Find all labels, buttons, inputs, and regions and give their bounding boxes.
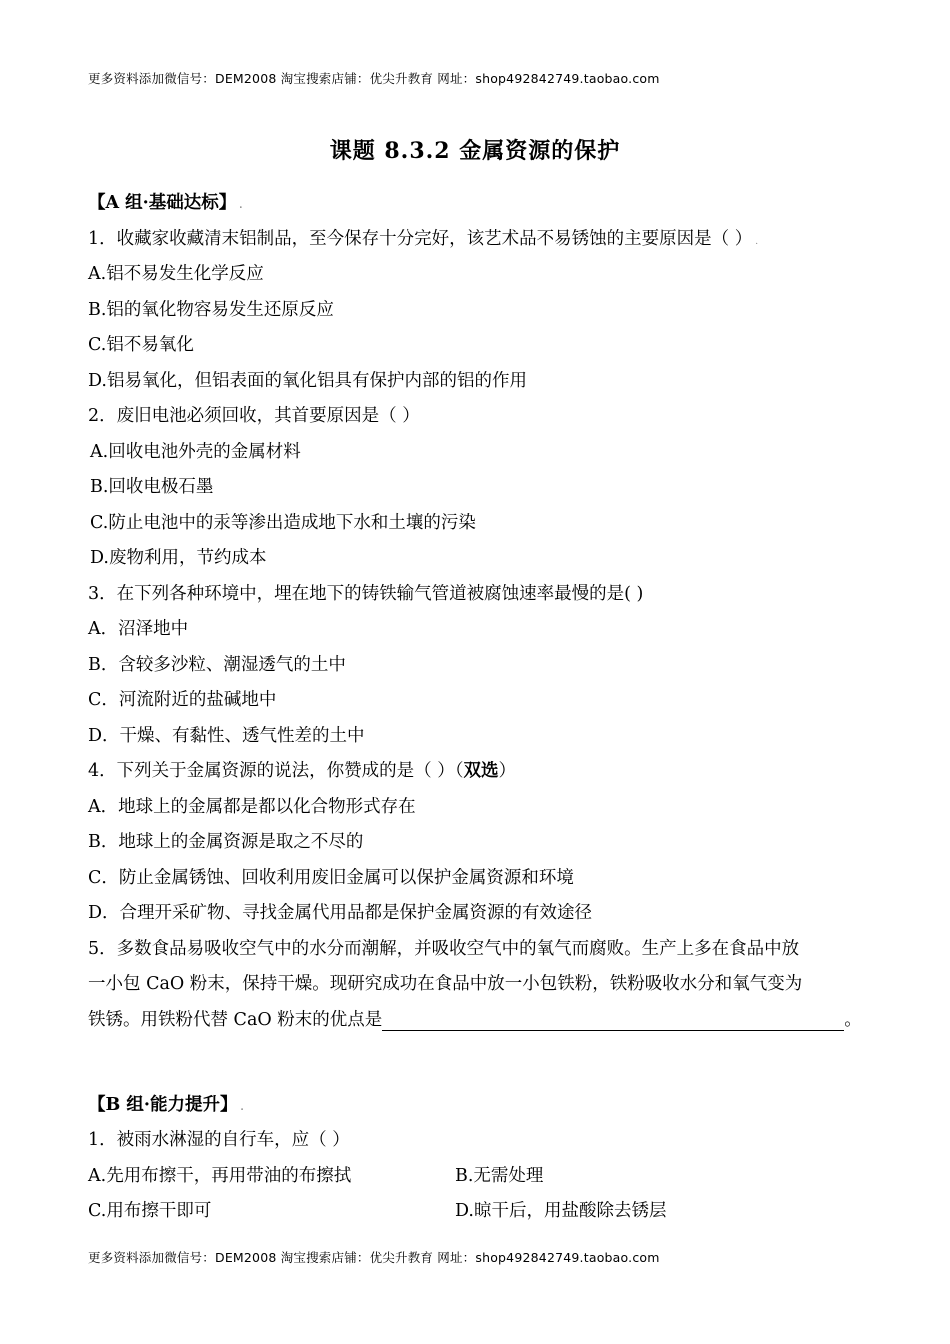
document-body — [88, 186, 878, 1230]
q5-line-1: 5．多数食品易吸收空气中的水分而潮解，并吸收空气中的氧气而腐败。生产上多在食品中放 — [88, 938, 800, 959]
q4-option-a: A．地球上的金属都是都以化合物形式存在 — [88, 796, 416, 817]
b1-option-a: A.先用布擦干，再用带油的布擦拭 — [88, 1165, 352, 1186]
q3-option-b: B．含较多沙粒、潮湿透气的土中 — [88, 654, 346, 675]
q3-stem: 3．在下列各种环境中，埋在地下的铸铁输气管道被腐蚀速率最慢的是( ) — [88, 583, 644, 604]
q2-option-a: A.回收电池外壳的金属材料 — [90, 441, 301, 462]
q5-line-3: 铁锈。用铁粉代替 CaO 粉末的优点是 。 — [88, 1009, 862, 1030]
q1-option-c: C.铝不易氧化 — [88, 335, 194, 355]
q4-option-b: B．地球上的金属资源是取之不尽的 — [88, 832, 364, 852]
q2-option-d: D.废物利用，节约成本 — [90, 548, 267, 568]
answer-blank — [382, 1008, 844, 1031]
b1-option-d: D.晾干后，用盐酸除去锈层 — [455, 1201, 667, 1221]
section-b-heading: 【B 组·能力提升】 . — [88, 1094, 244, 1115]
q2-stem: 2．废旧电池必须回收，其首要原因是（ ） — [88, 406, 420, 426]
q1-option-d: D.铝易氧化，但铝表面的氧化铝具有保护内部的铝的作用 — [88, 370, 527, 391]
q1-option-b: B.铝的氧化物容易发生还原反应 — [88, 299, 334, 320]
q1-option-a: A.铝不易发生化学反应 — [88, 264, 264, 284]
b1-options-row-1 — [88, 1159, 878, 1195]
page-header: 更多资料添加微信号：DEM2008 淘宝搜索店铺：优尖升教育 网址：shop492842749.taobao.com — [88, 71, 660, 86]
section-a-heading: 【A 组·基础达标】 . — [88, 193, 243, 213]
q4-stem-bold: 双选 — [463, 761, 499, 781]
q1-stem: 1．收藏家收藏清末铝制品，至今保存十分完好，该艺术品不易锈蚀的主要原因是（ ） . — [88, 228, 759, 249]
q2-option-b: B.回收电极石墨 — [90, 477, 214, 497]
b1-options-row-2 — [88, 1194, 878, 1230]
b1-option-c: C.用布擦干即可 — [88, 1201, 212, 1221]
page-title: 课题 8.3.2 金属资源的保护 — [329, 138, 621, 164]
q3-option-c: C．河流附近的盐碱地中 — [88, 690, 277, 710]
q3-option-a: A．沼泽地中 — [88, 619, 189, 639]
q4-stem: 4．下列关于金属资源的说法，你赞成的是（ ）（双选） — [88, 761, 516, 781]
b1-stem: 1．被雨水淋湿的自行车，应（ ） — [88, 1130, 350, 1150]
q4-option-c: C．防止金属锈蚀、回收利用废旧金属可以保护金属资源和环境 — [88, 867, 574, 888]
q4-option-d: D．合理开采矿物、寻找金属代用品都是保护金属资源的有效途径 — [88, 903, 593, 923]
page-footer: 更多资料添加微信号：DEM2008 淘宝搜索店铺：优尖升教育 网址：shop492842749.taobao.com — [88, 1250, 660, 1265]
q3-option-d: D．干燥、有黏性、透气性差的土中 — [88, 725, 365, 746]
q5-line-2: 一小包 CaO 粉末，保持干燥。现研究成功在食品中放一小包铁粉，铁粉吸收水分和氧气变为 — [88, 974, 803, 994]
b1-option-b: B.无需处理 — [455, 1165, 544, 1186]
q2-option-c: C.防止电池中的汞等渗出造成地下水和土壤的污染 — [90, 512, 476, 533]
